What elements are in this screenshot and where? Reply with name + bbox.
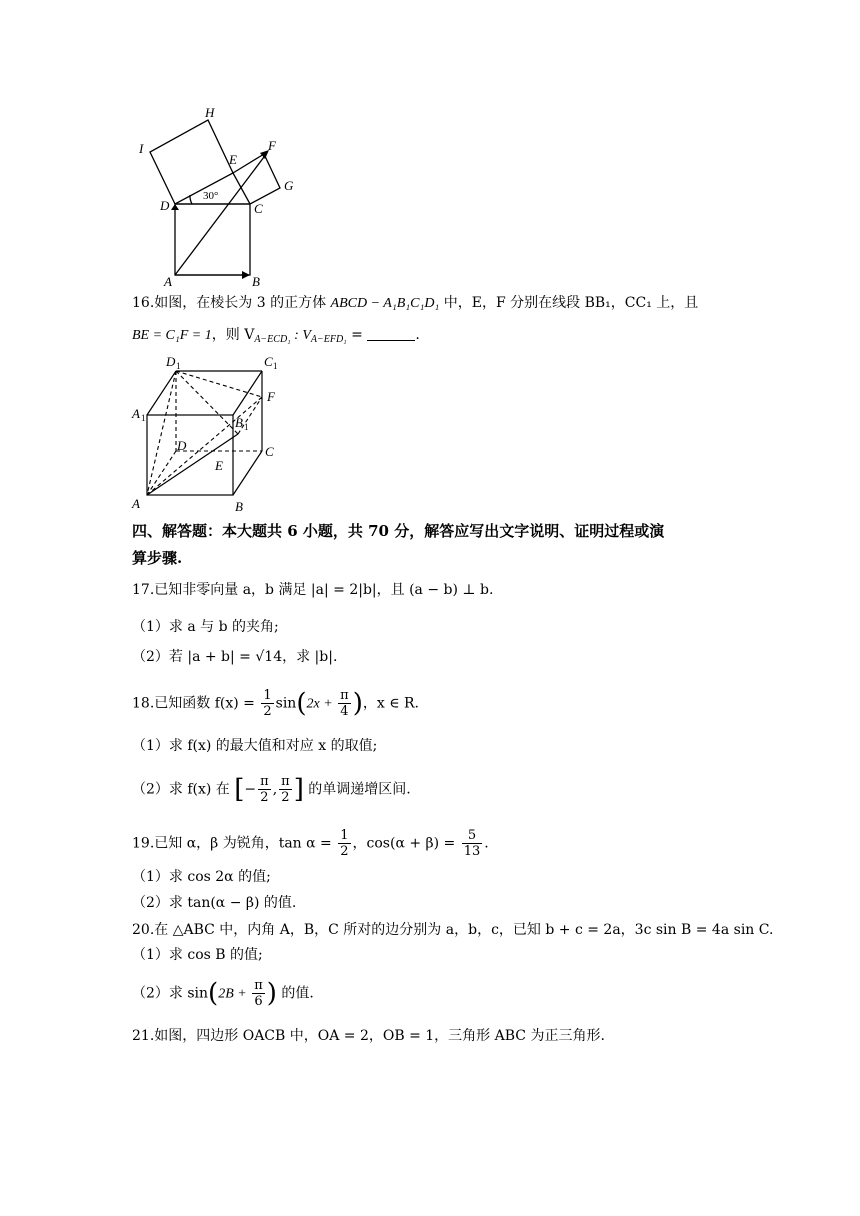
svg-text:1: 1 <box>273 361 278 371</box>
label-D: D <box>160 198 170 213</box>
q17-stem: 17.已知非零向量 a，b 满足 |a| = 2|b|，且 (a − b) ⊥ b. <box>132 582 494 598</box>
section-heading-cont: 算步骤. <box>132 549 183 567</box>
q18-part1: （1）求 f(x) 的最大值和对应 x 的取值; <box>132 738 378 754</box>
angle-label: 30° <box>203 190 219 202</box>
q19-part2: （2）求 tan(α − β) 的值. <box>132 895 297 911</box>
label-E: E <box>229 152 237 167</box>
label-F: F <box>267 389 275 404</box>
q17-part1: （1）求 a 与 b 的夹角; <box>132 619 279 635</box>
label-F: F <box>268 138 276 153</box>
svg-text:1: 1 <box>244 422 249 432</box>
label-C1: C <box>264 354 273 369</box>
label-E: E <box>215 458 223 473</box>
figure-squares-diagram <box>130 100 310 290</box>
q19-part1: （1）求 cos 2α 的值; <box>132 869 271 885</box>
svg-text:1: 1 <box>176 361 181 371</box>
label-B: B <box>235 499 243 514</box>
label-C: C <box>265 444 274 459</box>
figure-cube-diagram <box>128 352 288 516</box>
label-B1: B <box>235 415 243 430</box>
q16-line1: 16.如图，在棱长为 3 的正方体 ABCD − A₁B₁C₁D₁ 中，E，F 分别在线段 BB₁，CC₁ 上，且 <box>132 295 699 311</box>
label-A: A <box>164 274 172 289</box>
label-A: A <box>132 496 140 511</box>
label-I: I <box>139 141 144 156</box>
q20-part2: （2）求 sin(2B + $\frac{\pi}{6}$ ) 的值. <box>132 978 314 1009</box>
q21-stem: 21.如图，四边形 OACB 中，OA = 2，OB = 1，三角形 ABC 为正三角形. <box>132 1028 605 1044</box>
answer-blank <box>367 326 415 341</box>
section-heading: 四、解答题：本大题共 6 小题，共 70 分，解答应写出文字说明、证明过程或演 <box>132 522 665 540</box>
label-D: D <box>177 438 187 453</box>
label-A1: A <box>132 406 140 421</box>
label-H: H <box>205 105 215 120</box>
q17-part2: （2）若 |a + b| = √14，求 |b|. <box>132 649 338 665</box>
label-G: G <box>284 178 294 193</box>
q18-part2: （2）求 f(x) 在 [− $\frac{\pi}{2}$ , $\frac{\pi}{2}$ ] 的单调递增区间. <box>132 774 411 805</box>
label-C: C <box>254 201 263 216</box>
label-B: B <box>252 274 260 289</box>
q16-line2: BE = C₁F = 1，则 $V_{A-ECD_1}$ : $V_{A-EFD_1}$ = . <box>132 327 420 345</box>
svg-text:1: 1 <box>141 413 146 423</box>
q19-stem: 19.已知 α，β 为锐角，tan α = $\frac{1}{2}$ ，cos(α + β) = $\frac{5}{13}$ . <box>132 828 489 859</box>
q18-stem: 18.已知函数 f(x) = $\frac{1}{2}$ sin(2x + $\frac{\pi}{4}$ )，x ∈ R. <box>132 688 420 719</box>
q20-stem: 20.在 △ABC 中，内角 A，B，C 所对的边分别为 a，b，c，已知 b + c = 2a，3c sin B = 4a sin C. <box>132 922 774 938</box>
q20-part1: （1）求 cos B 的值; <box>132 947 263 963</box>
label-D1: D <box>166 354 176 369</box>
